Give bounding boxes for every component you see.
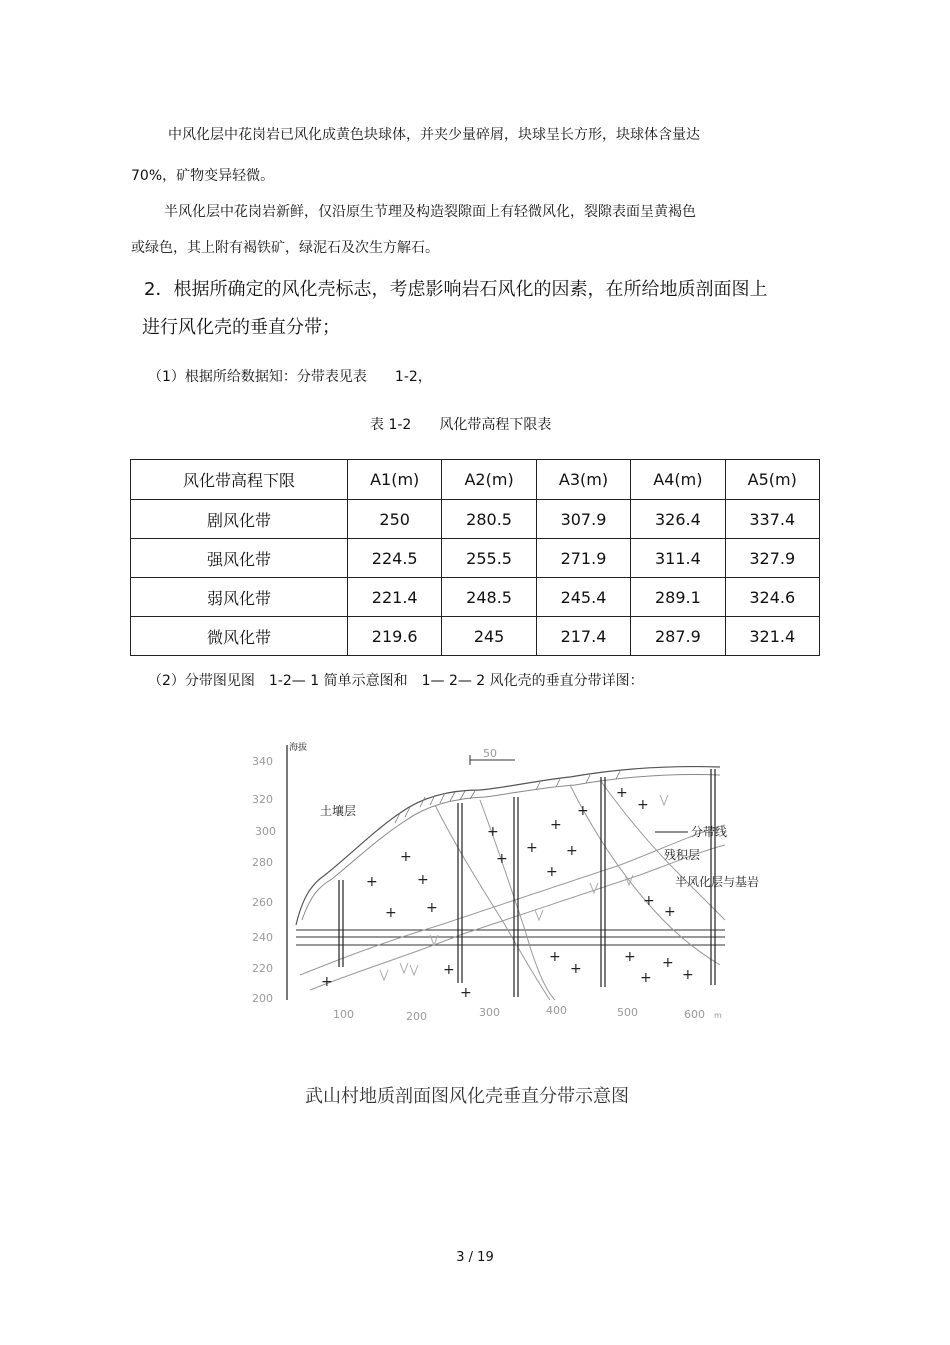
granite-marks <box>321 785 694 1001</box>
table-cell: 250 <box>348 500 442 539</box>
table-cell: 321.4 <box>725 617 819 656</box>
table-cell: 219.6 <box>348 617 442 656</box>
table-cell: 311.4 <box>631 539 725 578</box>
svg-text:+: + <box>546 864 558 880</box>
svg-text:+: + <box>577 803 589 819</box>
weathering-zone-table <box>130 459 820 656</box>
table-cell: 287.9 <box>631 617 725 656</box>
svg-text:+: + <box>443 962 455 978</box>
svg-text:+: + <box>570 961 582 977</box>
y-tick-label: 220 <box>252 962 273 975</box>
x-tick-label: 500 <box>617 1006 638 1019</box>
svg-text:+: + <box>549 949 561 965</box>
svg-text:+: + <box>643 893 655 909</box>
table-row <box>131 539 820 578</box>
table-cell: 245.4 <box>536 578 630 617</box>
residual-layer-label: 残积层 <box>664 848 701 862</box>
section-heading-line2: 进行风化壳的垂直分带； <box>142 317 340 338</box>
table-caption: 表 1-2 风化带高程下限表 <box>370 417 552 433</box>
svg-text:+: + <box>662 955 674 971</box>
table-header-cell: 风化带高程下限 <box>131 460 348 500</box>
table-row <box>131 500 820 539</box>
table-header-cell: A4(m) <box>631 460 725 500</box>
x-tick-label: 300 <box>479 1006 500 1019</box>
svg-text:+: + <box>321 974 333 990</box>
table-row <box>131 578 820 617</box>
svg-text:+: + <box>550 817 562 833</box>
table-cell: 245 <box>442 617 536 656</box>
table-row <box>131 617 820 656</box>
x-unit-label: m <box>714 1011 722 1020</box>
table-header-cell: A5(m) <box>725 460 819 500</box>
table-header-cell: A3(m) <box>536 460 630 500</box>
geologic-profile-figure <box>240 735 760 1035</box>
svg-text:+: + <box>664 904 676 920</box>
y-axis-label: 海拔 <box>289 743 308 753</box>
table-cell: 224.5 <box>348 539 442 578</box>
svg-text:+: + <box>400 849 412 865</box>
table-cell: 289.1 <box>631 578 725 617</box>
x-tick-label: 100 <box>333 1008 354 1021</box>
table-cell: 271.9 <box>536 539 630 578</box>
x-tick-label: 400 <box>546 1004 567 1017</box>
x-tick-label: 600 <box>684 1008 705 1021</box>
table-cell: 剧风化带 <box>131 500 348 539</box>
table-header-row <box>131 460 820 500</box>
page-number: 3 / 19 <box>456 1250 494 1265</box>
ground-surface-line <box>296 767 720 925</box>
svg-text:+: + <box>496 851 508 867</box>
table-cell: 337.4 <box>725 500 819 539</box>
table-cell: 248.5 <box>442 578 536 617</box>
y-tick-label: 320 <box>252 793 273 806</box>
paragraph-mid-weathered-line1: 中风化层中花岗岩已风化成黄色块球体，并夹少量碎屑，块球呈长方形，块球体含量达 <box>168 127 700 143</box>
x-tick-label: 200 <box>406 1010 427 1023</box>
table-cell: 255.5 <box>442 539 536 578</box>
figure-title: 武山村地质剖面图风化壳垂直分带示意图 <box>305 1086 629 1107</box>
item-1-text: （1）根据所给数据知：分带表见表 1-2， <box>148 369 432 385</box>
paragraph-semi-weathered-line2: 或绿色，其上附有褐铁矿，绿泥石及次生方解石。 <box>131 240 439 256</box>
y-tick-label: 280 <box>252 856 273 869</box>
soil-base-line <box>302 775 720 920</box>
y-tick-label: 260 <box>252 896 273 909</box>
svg-text:+: + <box>526 840 538 856</box>
table-cell: 327.9 <box>725 539 819 578</box>
y-tick-label: 340 <box>252 755 273 768</box>
section-heading-line1: 2．根据所确定的风化壳标志，考虑影响岩石风化的因素，在所给地质剖面图上 <box>144 279 768 300</box>
divide-line-label: 分带线 <box>691 825 728 839</box>
svg-text:+: + <box>385 905 397 921</box>
svg-text:+: + <box>460 985 472 1001</box>
svg-text:+: + <box>624 949 636 965</box>
table-cell: 221.4 <box>348 578 442 617</box>
table-cell: 217.4 <box>536 617 630 656</box>
table-cell: 强风化带 <box>131 539 348 578</box>
y-tick-label: 200 <box>252 992 273 1005</box>
paragraph-semi-weathered-line1: 半风化层中花岗岩新鲜，仅沿原生节理及构造裂隙面上有轻微风化，裂隙表面呈黄褐色 <box>164 204 696 220</box>
table-header-cell: A1(m) <box>348 460 442 500</box>
table-cell: 307.9 <box>536 500 630 539</box>
svg-text:+: + <box>616 785 628 801</box>
svg-text:+: + <box>682 967 694 983</box>
table-cell: 280.5 <box>442 500 536 539</box>
y-tick-label: 240 <box>252 931 273 944</box>
svg-text:+: + <box>566 843 578 859</box>
scale-label: 50 <box>483 747 497 760</box>
svg-text:+: + <box>417 872 429 888</box>
table-cell: 微风化带 <box>131 617 348 656</box>
y-tick-label: 300 <box>255 825 276 838</box>
item-2-text: （2）分带图见图 1-2— 1 简单示意图和 1— 2— 2 风化壳的垂直分带详图： <box>148 673 644 689</box>
paragraph-mid-weathered-line2: 70%，矿物变异轻微。 <box>131 168 275 184</box>
svg-text:+: + <box>640 970 652 986</box>
svg-text:+: + <box>637 797 649 813</box>
table-cell: 弱风化带 <box>131 578 348 617</box>
soil-layer-label: 土壤层 <box>320 804 357 818</box>
table-cell: 324.6 <box>725 578 819 617</box>
table-cell: 326.4 <box>631 500 725 539</box>
svg-text:+: + <box>487 824 499 840</box>
table-header-cell: A2(m) <box>442 460 536 500</box>
semi-weathered-label: 半风化层与基岩 <box>675 875 760 889</box>
svg-text:+: + <box>366 874 378 890</box>
svg-text:+: + <box>426 900 438 916</box>
